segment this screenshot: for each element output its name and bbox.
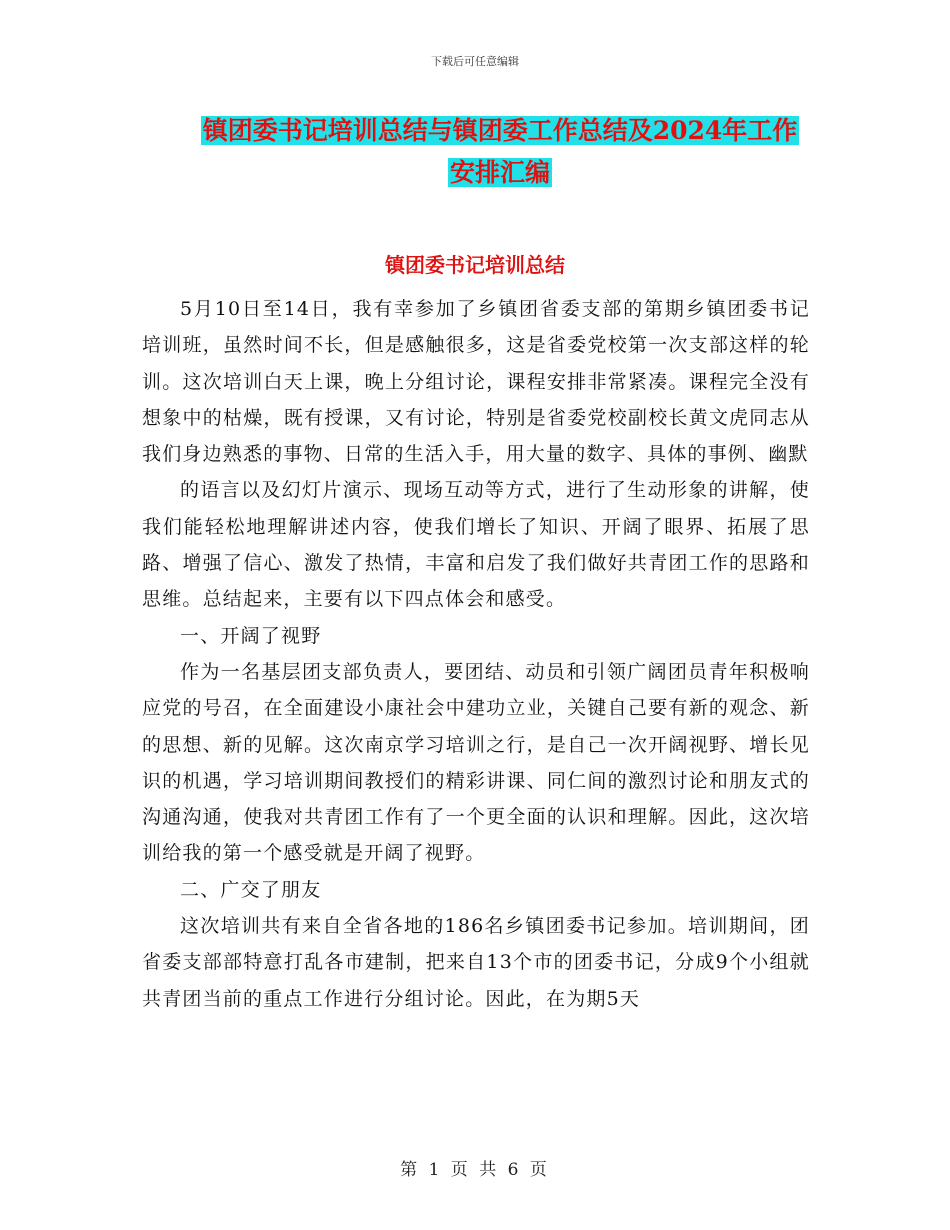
- section-heading: 镇团委书记培训总结: [385, 253, 565, 277]
- body-text: [142, 291, 810, 1017]
- page-footer: 第 1 页 共 6 页: [400, 1160, 550, 1180]
- subsection-heading: 二、广交了朋友: [180, 878, 322, 901]
- header-note: 下载后可任意编辑: [431, 55, 519, 68]
- document-title-line-2: 安排汇编: [449, 158, 550, 187]
- paragraph: 的语言以及幻灯片演示、现场互动等方式，进行了生动形象的讲解，使我们能轻松地理解讲述内容，使我们增长了知识、开阔了眼界、拓展了思路、增强了信心、激发了热情，丰富和启发了我们做好共青团工作的思路和思维。总结起来，主要有以下四点体会和感受。: [142, 479, 810, 611]
- paragraph: 这次培训共有来自全省各地的186名乡镇团委书记参加。培训期间，团省委支部部特意打乱各市建制，把来自13个市的团委书记，分成9个小组就共青团当前的重点工作进行分组讨论。因此，在为期5天: [142, 915, 810, 1010]
- document-title: [180, 110, 820, 194]
- document-title-line-1: 镇团委书记培训总结与镇团委工作总结及2024年工作: [202, 116, 798, 145]
- paragraph: 5月10日至14日，我有幸参加了乡镇团省委支部的第期乡镇团委书记培训班，虽然时间不长，但是感触很多，这是省委党校第一次支部这样的轮训。这次培训白天上课，晚上分组讨论，课程安排非常紧凑。课程完全没有想象中的枯燥，既有授课，又有讨论，特别是省委党校副校长黄文虎同志从我们身边熟悉的事物、日常的生活入手，用大量的数字、具体的事例、幽默: [142, 298, 810, 466]
- subsection-heading: 一、开阔了视野: [180, 624, 322, 647]
- paragraph: 作为一名基层团支部负责人，要团结、动员和引领广阔团员青年积极响应党的号召，在全面建设小康社会中建功立业，关键自己要有新的观念、新的思想、新的见解。这次南京学习培训之行，是自己一次开阔视野、增长见识的机遇，学习培训期间教授们的精彩讲课、同仁间的激烈讨论和朋友式的沟通沟通，使我对共青团工作有了一个更全面的认识和理解。因此，这次培训给我的第一个感受就是开阔了视野。: [142, 660, 810, 865]
